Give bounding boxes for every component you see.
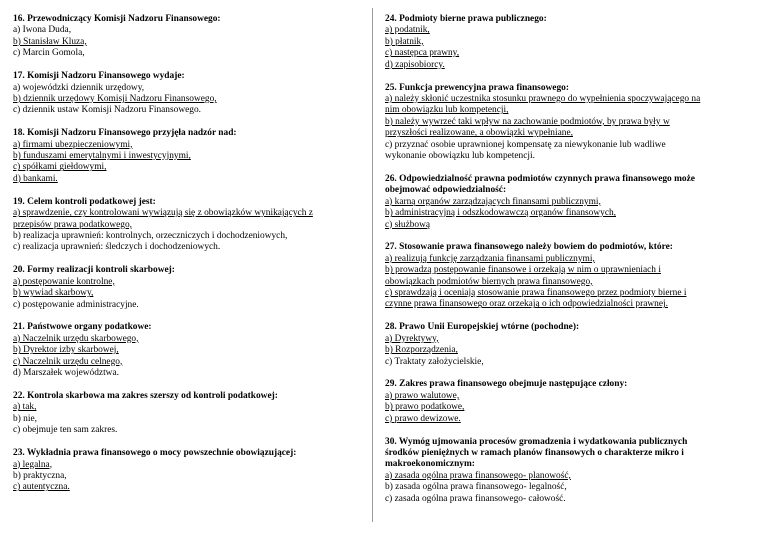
question-block: [13, 322, 363, 379]
answer-option-underlined: d) bankami.: [13, 173, 58, 184]
question-title: 19. Celem kontroli podatkowej jest:: [13, 196, 156, 207]
answer-option: b) zasada ogólna prawa finansowego- legalność,: [385, 482, 567, 493]
question-block: [13, 71, 363, 117]
answer-option: d) Marszałek województwa.: [13, 368, 119, 379]
answer-option-underlined: a) legalna,: [13, 459, 53, 470]
answer-option-underlined: a) prawo walutowe,: [385, 390, 460, 401]
answer-option-underlined: b) prowadzą postępowanie finansowe i orzekają w nim o uprawnieniach i obowiązkach podmiotów biernych prawa finansowego,: [385, 265, 661, 287]
answer-option-underlined: b) wywiad skarbowy,: [13, 288, 94, 299]
answer-option: c) obejmuje ten sam zakres.: [13, 425, 118, 436]
answer-option-underlined: a) realizują funkcję zarządzania finansami publicznymi,: [385, 253, 595, 264]
answer-option: c) postępowanie administracyjne.: [13, 299, 139, 310]
answer-option-underlined: b) płatnik,: [385, 36, 424, 47]
answer-option: c) przyznać osobie uprawnionej kompensatę za niewykonanie lub wadliwe wykonanie obowiązku lub kompetencji.: [385, 139, 666, 161]
answer-option-underlined: b) Stanisław Kluza,: [13, 36, 87, 47]
question-title: 25. Funkcja prewencyjna prawa finansowego:: [385, 82, 569, 93]
question-title: 29. Zakres prawa finansowego obejmuje następujące człony:: [385, 379, 628, 390]
column-divider: [372, 8, 373, 522]
question-title: 22. Kontrola skarbowa ma zakres szerszy od kontroli podatkowej:: [13, 390, 278, 401]
answer-option-underlined: c) sprawdzają i oceniają stosowanie prawa finansowego przez podmioty bierne i czynne prawa finansowego oraz orzekają o ich odpowiedzialności prawnej.: [385, 288, 687, 310]
answer-option-underlined: b) administracyjną i odszkodowawczą organów finansowych,: [385, 208, 617, 219]
answer-option: c) realizacja uprawnień: śledczych i dochodzeniowych.: [13, 242, 221, 253]
answer-option: c) dziennik ustaw Komisji Nadzoru Finansowego.: [13, 105, 201, 116]
answer-option-underlined: b) prawo podatkowe,: [385, 402, 465, 413]
left-column: [13, 14, 363, 505]
question-title: 16. Przewodniczący Komisji Nadzoru Finansowego:: [13, 14, 221, 24]
question-title: 28. Prawo Unii Europejskiej wtórne (pochodne):: [385, 322, 580, 333]
question-block: [385, 379, 730, 425]
answer-option-underlined: b) funduszami emerytalnymi i inwestycyjnymi,: [13, 151, 191, 162]
answer-option-underlined: a) podatnik,: [385, 25, 430, 36]
question-title: 23. Wykładnia prawa finansowego o mocy powszechnie obowiązującej:: [13, 448, 297, 459]
answer-option: c) Traktaty założycielskie,: [385, 356, 484, 367]
answer-option-underlined: a) Dyrektywy,: [385, 333, 439, 344]
question-block: [13, 197, 363, 254]
answer-option-underlined: a) zasada ogólna prawa finansowego- planowość,: [385, 470, 571, 481]
question-title: 20. Formy realizacji kontroli skarbowej:: [13, 265, 175, 276]
answer-option-underlined: c) Naczelnik urzędu celnego,: [13, 356, 123, 367]
question-title: 26. Odpowiedzialność prawna podmiotów czynnych prawa finansowego może obejmować odpowiedzialność:: [385, 173, 695, 196]
question-block: [385, 242, 730, 310]
answer-option-underlined: a) sprawdzenie, czy kontrolowani wywiązują się z obowiązków wynikających z przepisów prawa podatkowego,: [13, 208, 313, 230]
question-block: [13, 391, 363, 437]
answer-option-underlined: a) firmami ubezpieczeniowymi,: [13, 139, 133, 150]
question-block: [385, 322, 730, 368]
answer-option-underlined: c) spółkami giełdowymi,: [13, 162, 107, 173]
answer-option-underlined: c) autentyczna.: [13, 482, 70, 493]
answer-option: c) zasada ogólna prawa finansowego- całowość.: [385, 493, 566, 504]
answer-option: a) wojewódzki dziennik urzędowy,: [13, 82, 145, 93]
question-title: 18. Komisji Nadzoru Finansowego przyjęła nadzór nad:: [13, 128, 237, 139]
answer-option-underlined: a) należy skłonić uczestnika stosunku prawnego do wypełnienia spoczywającego na nim obowiązku lub kompetencji,: [385, 93, 701, 116]
answer-option-underlined: d) zapisobiorcy.: [385, 59, 445, 70]
answer-option-underlined: a) Naczelnik urzędu skarbowego,: [13, 333, 139, 344]
question-block: [385, 174, 730, 231]
answer-option-underlined: c) służbową: [385, 219, 431, 230]
answer-option-underlined: b) dziennik urzędowy Komisji Nadzoru Finansowego,: [13, 93, 217, 104]
question-block: [13, 14, 363, 60]
question-title: 21. Państwowe organy podatkowe:: [13, 322, 152, 333]
question-block: [385, 14, 730, 71]
answer-option: b) nie,: [13, 413, 37, 424]
question-title: 30. Wymóg ujmowania procesów gromadzenia i wydatkowania publicznych środków pieniężnych w ramach planów finansowych o charakterze mikro i makroekonomicznym:: [385, 436, 688, 470]
question-title: 24. Podmioty bierne prawa publicznego:: [385, 14, 547, 24]
question-title: 27. Stosowanie prawa finansowego należy bowiem do podmiotów, które:: [385, 242, 673, 253]
question-block: [13, 448, 363, 494]
answer-option: a) Iwona Duda,: [13, 25, 72, 36]
question-block: [385, 437, 730, 505]
answer-option-underlined: c) następca prawny,: [385, 48, 460, 59]
answer-option: b) realizacja uprawnień: kontrolnych, orzeczniczych i dochodzeniowych,: [13, 231, 288, 241]
right-column: [385, 14, 730, 517]
answer-option-underlined: b) Rozporządzenia,: [385, 345, 458, 356]
question-block: [385, 83, 730, 163]
answer-option-underlined: a) postępowanie kontrolne,: [13, 276, 115, 287]
answer-option-underlined: b) należy wywrzeć taki wpływ na zachowanie podmiotów, by prawa były w przyszłości realizowane, a obowiązki wypełniane,: [385, 116, 670, 139]
question-block: [13, 265, 363, 311]
answer-option-underlined: c) prawo dewizowe.: [385, 413, 461, 424]
answer-option-underlined: a) tak,: [13, 402, 37, 413]
question-title: 17. Komisji Nadzoru Finansowego wydaje:: [13, 71, 185, 82]
answer-option: c) Marcin Gomola,: [13, 48, 85, 59]
answer-option-underlined: a) karną organów zarządzających finansami publicznymi,: [385, 196, 601, 207]
question-block: [13, 128, 363, 185]
answer-option: b) praktyczna,: [13, 470, 67, 481]
answer-option-underlined: b) Dyrektor izby skarbowej,: [13, 345, 119, 356]
